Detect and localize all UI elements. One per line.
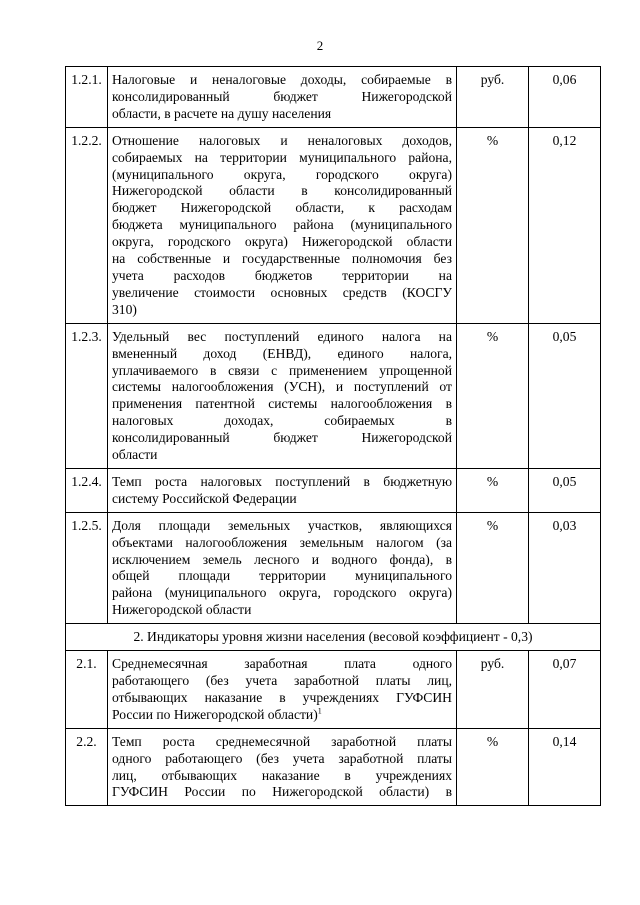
indicator-unit: % xyxy=(457,468,529,512)
indicator-number: 1.2.4. xyxy=(66,468,108,512)
indicator-name: Доля площади земельных участков, являющихся объектами налогообложения земельным налогом (за исключением земель лесного и водного фонда), в общей площади территории муниципального района (муниципального округа, городского округа) Нижегородской области xyxy=(108,512,457,623)
indicator-weight: 0,05 xyxy=(529,323,601,468)
indicator-name: Отношение налоговых и неналоговых доходов, собираемых на территории муниципального района, (муниципального округа, городского округа) Нижегородской области в консолидированный бюджет Нижегородской области, к расходам бюджета муниципального района (муниципального округа, городского округа) Нижегородской области на собственные и государственные полномочия без учета расходов бюджетов территории на увеличение стоимости основных средств (КОСГУ 310) xyxy=(108,127,457,323)
indicator-unit: % xyxy=(457,512,529,623)
footnote-marker: 1 xyxy=(317,706,322,716)
indicator-weight: 0,12 xyxy=(529,127,601,323)
table-row xyxy=(66,127,601,323)
table-row xyxy=(66,67,601,128)
indicator-unit: % xyxy=(457,728,529,806)
indicator-name: Удельный вес поступлений единого налога на вмененный доход (ЕНВД), единого налога, уплачиваемого в связи с применением упрощенной системы налогообложения (УСН), и поступлений от применения патентной системы налогообложения в налоговых доходах, собираемых в консолидированный бюджет Нижегородской области xyxy=(108,323,457,468)
indicator-number: 2.2. xyxy=(66,728,108,806)
indicator-name: Темп роста налоговых поступлений в бюджетную систему Российской Федерации xyxy=(108,468,457,512)
indicator-number: 1.2.1. xyxy=(66,67,108,128)
indicator-name: Среднемесячная заработная плата одного работающего (без учета заработной платы лиц, отбывающих наказание в учреждениях ГУФСИН России по Нижегородской области)$^1$ xyxy=(108,651,457,729)
indicator-number: 1.2.5. xyxy=(66,512,108,623)
indicator-name: Налоговые и неналоговые доходы, собираемые в консолидированный бюджет Нижегородской области, в расчете на душу населения xyxy=(108,67,457,128)
indicator-unit: руб. xyxy=(457,651,529,729)
indicator-weight: 0,03 xyxy=(529,512,601,623)
indicator-weight: 0,06 xyxy=(529,67,601,128)
indicator-unit: % xyxy=(457,127,529,323)
table-row xyxy=(66,651,601,729)
indicator-number: 2.1. xyxy=(66,651,108,729)
indicator-number: 1.2.2. xyxy=(66,127,108,323)
table-row xyxy=(66,728,601,806)
indicator-weight: 0,14 xyxy=(529,728,601,806)
indicator-unit: % xyxy=(457,323,529,468)
section-title: 2. Индикаторы уровня жизни населения (весовой коэффициент - 0,3) xyxy=(66,624,601,651)
table-row xyxy=(66,512,601,623)
page-number: 2 xyxy=(316,38,324,53)
indicator-name: Темп роста среднемесячной заработной платы одного работающего (без учета заработной платы лиц, отбывающих наказание в учреждениях ГУФСИН России по Нижегородской области) в xyxy=(108,728,457,806)
indicator-number: 1.2.3. xyxy=(66,323,108,468)
indicators-table xyxy=(65,66,601,806)
section-header-row xyxy=(66,624,601,651)
indicator-weight: 0,05 xyxy=(529,468,601,512)
table-row xyxy=(66,468,601,512)
table-row xyxy=(66,323,601,468)
indicator-unit: руб. xyxy=(457,67,529,128)
indicator-weight: 0,07 xyxy=(529,651,601,729)
